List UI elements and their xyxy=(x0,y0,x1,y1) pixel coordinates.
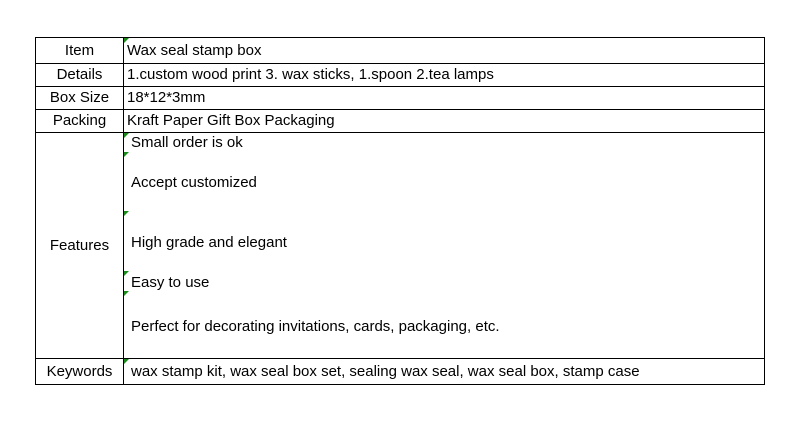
row-label: Box Size xyxy=(36,87,124,110)
feature-item: High grade and elegant xyxy=(131,234,287,251)
item-value: Wax seal stamp box xyxy=(127,41,262,59)
cell-comment-marker-icon xyxy=(124,133,129,138)
row-label: Features xyxy=(36,133,124,359)
row-value xyxy=(124,38,765,64)
keywords-value: wax stamp kit, wax seal box set, sealing wax seal, wax seal box, stamp case xyxy=(131,362,640,380)
product-spec-table xyxy=(35,37,765,385)
feature-item: Accept customized xyxy=(131,174,257,191)
cell-comment-marker-icon xyxy=(124,38,129,43)
cell-comment-marker-icon xyxy=(124,152,129,157)
cell-comment-marker-icon xyxy=(124,211,129,216)
table-row-keywords xyxy=(36,359,765,385)
cell-comment-marker-icon xyxy=(124,271,129,276)
row-label: Item xyxy=(36,38,124,64)
cell-comment-marker-icon xyxy=(124,291,129,296)
feature-item: Perfect for decorating invitations, cards, packaging, etc. xyxy=(131,318,500,335)
features-cell xyxy=(124,133,765,359)
table-row-details xyxy=(36,64,765,87)
table-row-item xyxy=(36,38,765,64)
cell-comment-marker-icon xyxy=(124,359,129,364)
table-row-features xyxy=(36,133,765,359)
row-label: Packing xyxy=(36,110,124,133)
row-label: Details xyxy=(36,64,124,87)
row-value xyxy=(124,359,765,385)
row-value: 18*12*3mm xyxy=(124,87,765,110)
row-label: Keywords xyxy=(36,359,124,385)
feature-item: Easy to use xyxy=(131,274,210,291)
row-value: Kraft Paper Gift Box Packaging xyxy=(124,110,765,133)
feature-item: Small order is ok xyxy=(131,134,243,151)
table-row-box-size xyxy=(36,87,765,110)
row-value: 1.custom wood print 3. wax sticks, 1.spoon 2.tea lamps xyxy=(124,64,765,87)
table-row-packing xyxy=(36,110,765,133)
